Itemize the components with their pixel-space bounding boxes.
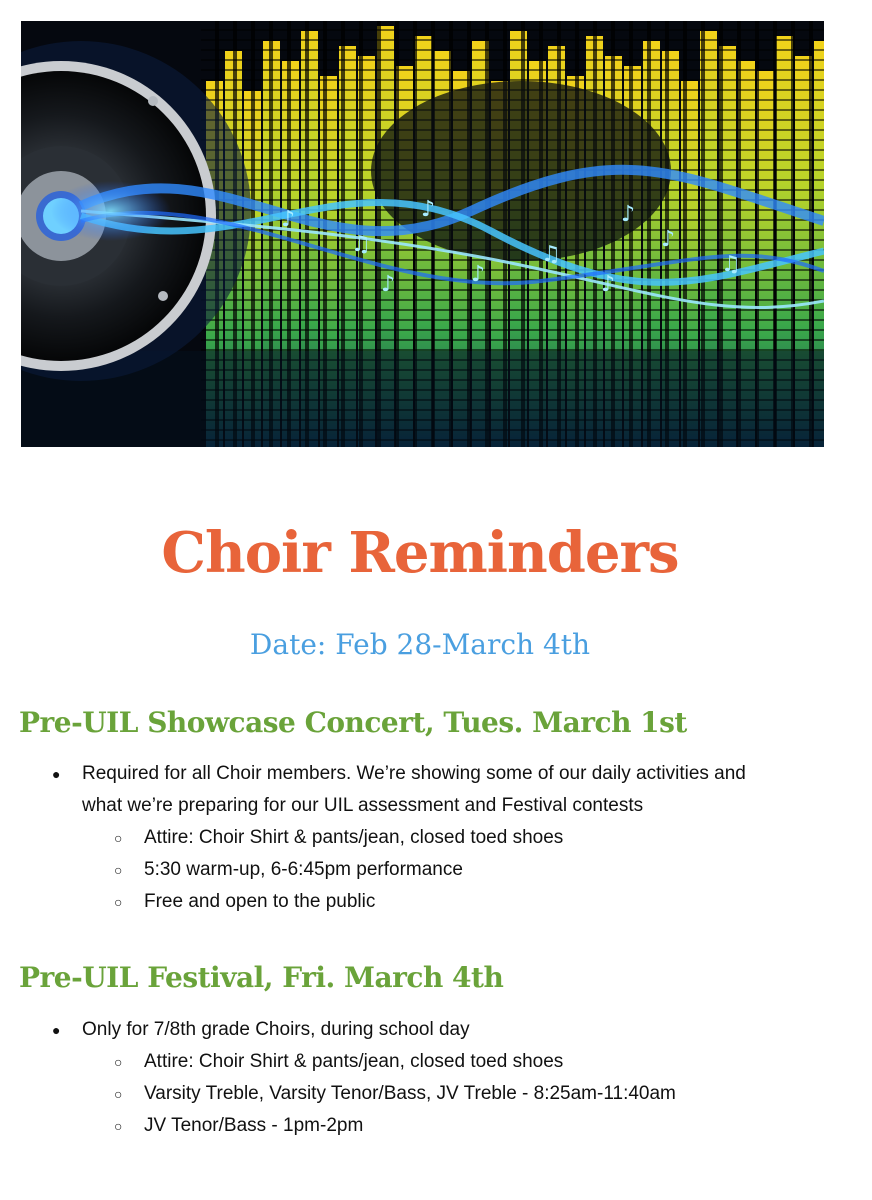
banner-image	[21, 21, 824, 447]
list-item: Required for all Choir members. We’re showing some of our daily activities and	[82, 763, 746, 784]
list-item-continued: what we’re preparing for our UIL assessment and Festival contests	[82, 795, 644, 816]
sub-list-item: Attire: Choir Shirt & pants/jean, closed toed shoes	[144, 827, 564, 848]
svg-text:♫: ♫	[721, 252, 741, 277]
bullet-circle-icon: ○	[114, 830, 123, 846]
svg-text:♪: ♪	[661, 227, 676, 252]
date-subtitle: Date: Feb 28-March 4th	[249, 628, 591, 661]
section-heading-festival: Pre-UIL Festival, Fri. March 4th	[19, 961, 504, 994]
sub-list-item: 5:30 warm-up, 6-6:45pm performance	[144, 859, 463, 880]
svg-text:♪: ♪	[281, 207, 296, 232]
bullet-circle-icon: ○	[114, 862, 123, 878]
list-item: Only for 7/8th grade Choirs, during school day	[82, 1019, 470, 1040]
svg-text:♪: ♪	[601, 272, 616, 297]
bullet-disc-icon: ●	[52, 1022, 61, 1038]
svg-text:♪: ♪	[621, 202, 636, 227]
sub-list-item: Attire: Choir Shirt & pants/jean, closed toed shoes	[144, 1051, 564, 1072]
svg-text:♪: ♪	[471, 262, 486, 287]
page-title: Choir Reminders	[161, 520, 679, 586]
bullet-circle-icon: ○	[114, 1054, 123, 1070]
bullet-disc-icon: ●	[52, 766, 61, 782]
svg-text:♫: ♫	[351, 232, 371, 257]
bullet-circle-icon: ○	[114, 1118, 123, 1134]
bullet-circle-icon: ○	[114, 1086, 123, 1102]
sub-list-item: Varsity Treble, Varsity Tenor/Bass, JV Treble - 8:25am-11:40am	[144, 1083, 676, 1104]
svg-text:♫: ♫	[541, 242, 561, 267]
section-heading-showcase-concert: Pre-UIL Showcase Concert, Tues. March 1st	[19, 706, 687, 739]
sub-list-item: Free and open to the public	[144, 891, 376, 912]
svg-text:♪: ♪	[381, 272, 396, 297]
sub-list-item: JV Tenor/Bass - 1pm-2pm	[144, 1115, 364, 1136]
bullet-circle-icon: ○	[114, 894, 123, 910]
speaker-music-art	[21, 21, 824, 447]
svg-text:♪: ♪	[421, 197, 436, 222]
